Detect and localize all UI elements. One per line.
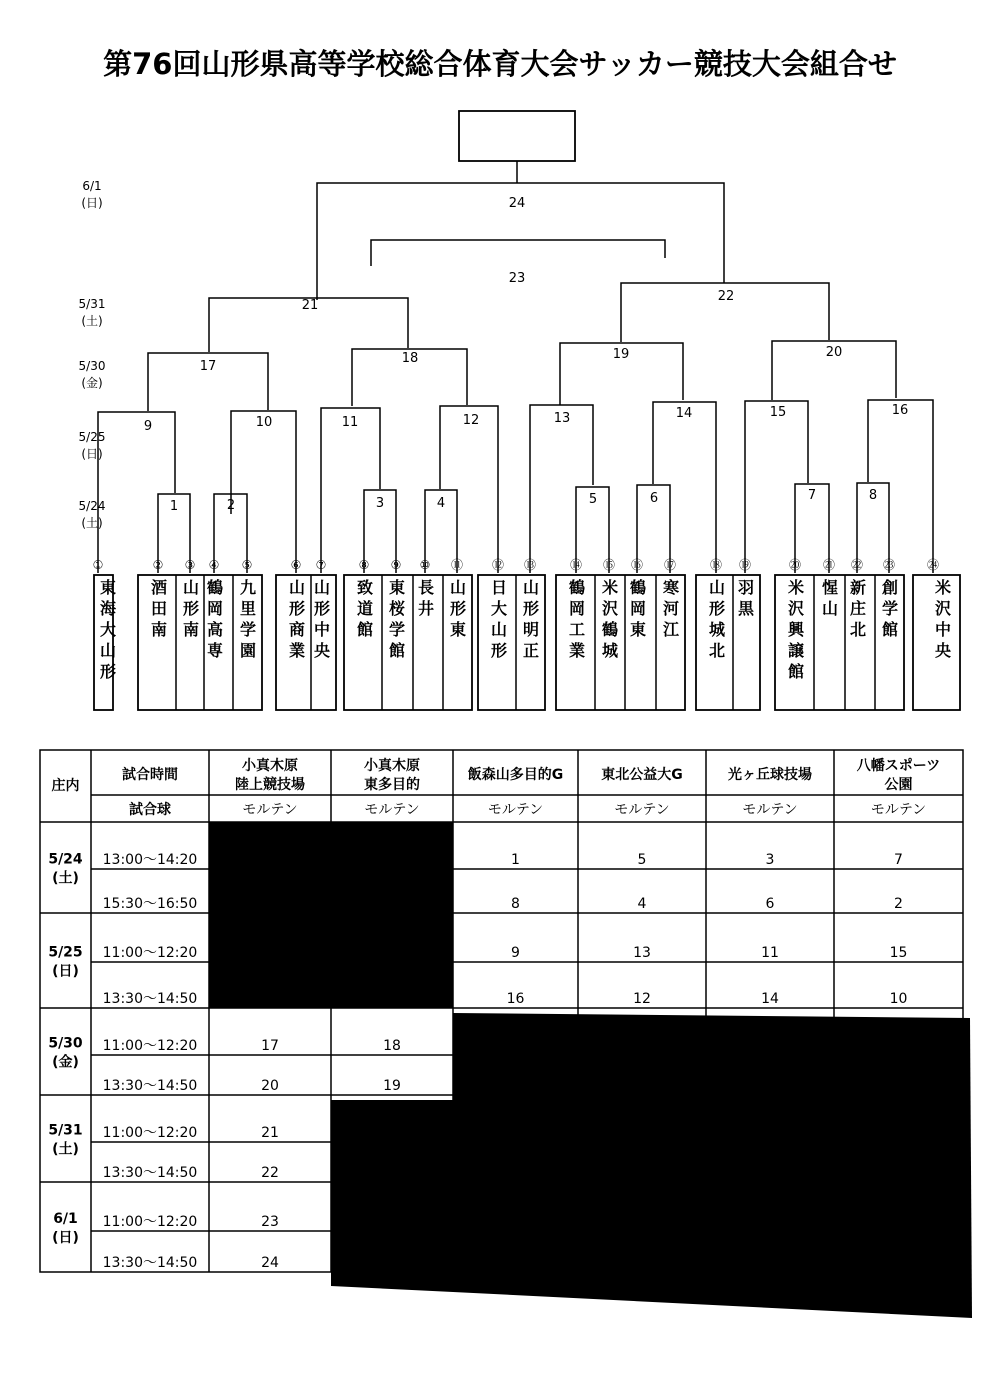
match-number: 5 (637, 852, 647, 868)
team-seed-number: ⑨ (390, 558, 402, 572)
match-number: 11 (761, 945, 779, 961)
team-name-char: 中 (934, 620, 952, 639)
team-name-char: 九 (239, 578, 257, 597)
round-day: (土) (81, 516, 103, 530)
team-name-char: 惺 (821, 578, 839, 597)
schedule-day: (日) (52, 963, 79, 980)
team-name-char: 米 (934, 578, 952, 597)
match-1-label: 1 (169, 499, 179, 514)
match-number: 3 (765, 852, 775, 868)
match-number: 18 (383, 1038, 401, 1054)
match-number: 14 (761, 991, 779, 1007)
match-11-label: 11 (341, 415, 359, 430)
team-seed-number: ㉑ (822, 558, 836, 572)
team-name-char: 岡 (629, 599, 647, 618)
venue-name: 小真木原 (364, 758, 420, 774)
match-3-label: 3 (375, 496, 385, 511)
venue-ball: モルテン (742, 802, 798, 818)
match-23-label: 23 (508, 271, 526, 286)
team-name-char: 南 (182, 620, 200, 639)
team-seed-number: ⑥ (290, 558, 302, 572)
team-name-char: 形 (490, 641, 508, 660)
match-number: 2 (894, 896, 903, 912)
team-name-char: 寒 (662, 578, 680, 597)
round-date: 6/1 (82, 179, 102, 193)
match-number: 9 (511, 945, 520, 961)
team-seed-number: ① (92, 558, 104, 572)
match-number: 10 (889, 991, 908, 1007)
match-9-label: 9 (143, 419, 153, 434)
team-name-char: 東 (99, 578, 117, 597)
team-seed-number: ⑬ (523, 558, 537, 572)
team-name-char: 園 (239, 641, 257, 660)
team-name-char: 江 (662, 620, 680, 639)
match-time: 11:00～12:20 (102, 1125, 198, 1141)
round-day: (金) (81, 376, 103, 390)
match-12-label: 12 (462, 413, 480, 428)
team-name-char: 形 (522, 599, 540, 618)
team-name-char: 黒 (737, 599, 755, 618)
match-number: 21 (261, 1125, 279, 1141)
match-20-label: 20 (825, 345, 843, 360)
match-time: 13:00～14:20 (102, 852, 198, 868)
team-name-char: 岡 (568, 599, 586, 618)
match-19-label: 19 (612, 347, 630, 362)
round-date: 5/24 (78, 499, 106, 513)
match-17-label: 17 (199, 359, 217, 374)
team-name-char: 鶴 (206, 578, 224, 597)
team-seed-number: ⑩ (419, 558, 431, 572)
match-time: 15:30～16:50 (102, 896, 198, 912)
team-name-char: 大 (99, 620, 117, 639)
match-7-label: 7 (807, 488, 817, 503)
team-name-char: 形 (182, 599, 200, 618)
match-22-label: 22 (717, 289, 735, 304)
match-8-label: 8 (868, 488, 878, 503)
corner-label: 庄内 (51, 778, 80, 794)
team-name-char: 館 (881, 620, 899, 639)
team-name-char: 形 (313, 599, 331, 618)
team-name-char: 城 (708, 620, 726, 639)
team-seed-number: ⑲ (738, 558, 752, 572)
page-title: 第76回山形県高等学校総合体育大会サッカー競技大会組合せ (103, 47, 897, 81)
match-6-label: 6 (649, 491, 659, 506)
team-seed-number: ④ (208, 558, 220, 572)
team-name-char: 致 (356, 578, 374, 597)
match-10-label: 10 (255, 415, 273, 430)
round-day: (土) (81, 314, 103, 328)
venue-name: 東北公益大G (601, 767, 683, 783)
team-name-char: 北 (849, 620, 867, 639)
team-name-char: 鶴 (629, 578, 647, 597)
match-21-label: 21 (301, 298, 319, 313)
venue-name: 小真木原 (242, 758, 298, 774)
venue-name: 光ヶ丘球技場 (728, 767, 812, 783)
team-seed-number: ③ (184, 558, 196, 572)
venue-ball: モルテン (242, 802, 298, 818)
team-seed-number: ㉓ (882, 558, 896, 572)
team-name-char: 城 (601, 641, 619, 660)
match-16-label: 16 (891, 403, 909, 418)
match-13-label: 13 (553, 411, 571, 426)
team-name-char: 山 (182, 578, 200, 597)
team-name-char: 鶴 (568, 578, 586, 597)
match-number: 20 (261, 1078, 279, 1094)
match-18-label: 18 (401, 351, 419, 366)
round-date: 5/25 (78, 430, 106, 444)
team-seed-number: ⑤ (241, 558, 253, 572)
team-name-char: 鶴 (601, 620, 619, 639)
team-name-char: 庄 (849, 599, 867, 618)
team-name-char: 高 (206, 620, 224, 639)
team-name-char: 館 (787, 662, 805, 681)
round-date: 5/31 (78, 297, 106, 311)
match-number: 22 (261, 1165, 279, 1181)
schedule-day: (金) (52, 1054, 79, 1071)
match-number: 12 (633, 991, 651, 1007)
match-time: 13:30～14:50 (102, 1078, 198, 1094)
team-name-char: 桜 (388, 599, 406, 618)
team-name-char: 東 (388, 578, 406, 597)
match-4-label: 4 (436, 496, 446, 511)
match-time: 11:00～12:20 (102, 1038, 198, 1054)
schedule-date: 5/31 (48, 1122, 83, 1139)
schedule-date: 5/25 (48, 944, 83, 961)
team-seed-number: ⑧ (358, 558, 370, 572)
match-time: 13:30～14:50 (102, 1165, 198, 1181)
schedule-day: (土) (52, 870, 79, 887)
team-name-char: 山 (821, 599, 839, 618)
match-number: 23 (261, 1214, 279, 1230)
schedule-day: (土) (52, 1141, 79, 1158)
team-name-char: 沢 (787, 599, 805, 618)
match-time: 11:00～12:20 (102, 1214, 198, 1230)
team-name-char: 明 (522, 620, 540, 639)
team-name-char: 形 (708, 599, 726, 618)
team-name-char: 米 (601, 578, 619, 597)
team-name-char: 酒 (150, 578, 168, 597)
round-day: (日) (81, 447, 103, 461)
team-seed-number: ⑯ (630, 558, 644, 572)
team-name-char: 山 (449, 578, 467, 597)
team-seed-number: ㉒ (850, 558, 864, 572)
venue-name: 八幡スポーツ (856, 758, 941, 774)
match-2-label: 2 (226, 498, 236, 513)
match-number: 1 (511, 852, 520, 868)
match-time: 13:30～14:50 (102, 991, 198, 1007)
team-name-char: 山 (522, 578, 540, 597)
team-name-char: 専 (206, 641, 224, 660)
team-name-char: 大 (490, 599, 508, 618)
schedule-date: 6/1 (53, 1211, 78, 1227)
team-name-char: 沢 (601, 599, 619, 618)
venue-ball: モルテン (487, 802, 544, 818)
match-15-label: 15 (769, 405, 787, 420)
team-seed-number: ⑦ (315, 558, 327, 572)
team-name-char: 学 (881, 599, 899, 618)
match-number: 17 (261, 1038, 279, 1054)
team-name-char: 道 (356, 599, 374, 618)
team-seed-number: ⑪ (450, 558, 464, 572)
venue-name: 公園 (884, 777, 913, 793)
team-name-char: 創 (881, 578, 899, 597)
venue-ball: モルテン (614, 802, 670, 818)
team-seed-number: ㉔ (926, 558, 940, 572)
team-name-char: 河 (662, 599, 680, 618)
schedule-date: 5/24 (48, 851, 83, 868)
team-name-char: 田 (150, 599, 168, 618)
team-seed-number: ⑰ (663, 558, 677, 572)
team-name-char: 山 (708, 578, 726, 597)
team-name-char: 正 (522, 641, 540, 660)
time-header: 試合時間 (122, 767, 178, 783)
team-name-char: 山 (288, 578, 306, 597)
team-name-char: 米 (787, 578, 805, 597)
team-seed-number: ⑫ (491, 558, 505, 572)
team-name-char: 北 (708, 641, 726, 660)
team-seed-number: ⑱ (709, 558, 723, 572)
team-name-char: 学 (388, 620, 406, 639)
match-24-label: 24 (508, 196, 526, 211)
team-name-char: 業 (568, 641, 586, 660)
team-name-char: 山 (99, 641, 117, 660)
round-date: 5/30 (78, 359, 106, 373)
team-name-char: 山 (490, 620, 508, 639)
venue-name: 東多目的 (364, 777, 420, 793)
match-number: 4 (637, 896, 647, 912)
venue-ball: モルテン (364, 802, 420, 818)
team-name-char: 央 (934, 641, 952, 660)
team-name-char: 東 (449, 620, 467, 639)
team-name-char: 海 (99, 599, 117, 618)
match-time: 11:00～12:20 (102, 945, 198, 961)
team-name-char: 学 (239, 620, 257, 639)
team-name-char: 岡 (206, 599, 224, 618)
schedule-day: (日) (52, 1230, 79, 1246)
team-name-char: 工 (568, 620, 586, 639)
team-name-char: 南 (150, 620, 168, 639)
match-number: 8 (511, 896, 520, 912)
match-time: 13:30～14:50 (102, 1255, 198, 1271)
match-number: 15 (889, 945, 908, 961)
team-name-char: 中 (313, 620, 331, 639)
team-name-char: 里 (239, 599, 257, 618)
match-number: 6 (765, 896, 775, 912)
match-14-label: 14 (675, 406, 693, 421)
team-name-char: 山 (313, 578, 331, 597)
team-name-char: 商 (288, 620, 306, 639)
match-number: 24 (261, 1255, 279, 1271)
team-name-char: 井 (417, 599, 435, 618)
team-name-char: 譲 (787, 641, 805, 660)
team-seed-number: ⑳ (788, 558, 802, 572)
team-name-char: 央 (313, 641, 331, 660)
team-seed-number: ② (152, 558, 164, 572)
match-number: 16 (506, 991, 525, 1007)
schedule-date: 5/30 (48, 1035, 83, 1052)
round-day: (日) (81, 196, 103, 210)
team-name-char: 沢 (934, 599, 952, 618)
team-name-char: 東 (629, 620, 647, 639)
team-name-char: 形 (288, 599, 306, 618)
team-name-char: 形 (99, 662, 117, 681)
team-name-char: 業 (288, 641, 306, 660)
match-number: 7 (894, 852, 903, 868)
ball-header: 試合球 (129, 802, 171, 818)
venue-name: 陸上競技場 (235, 777, 305, 793)
match-number: 13 (633, 945, 651, 961)
team-seed-number: ⑭ (569, 558, 583, 572)
team-name-char: 日 (490, 578, 508, 597)
match-number: 19 (383, 1078, 401, 1094)
team-name-char: 形 (449, 599, 467, 618)
team-seed-number: ⑮ (602, 558, 616, 572)
team-name-char: 館 (388, 641, 406, 660)
team-name-char: 羽 (737, 578, 755, 597)
team-name-char: 長 (417, 578, 435, 597)
team-name-char: 興 (787, 620, 805, 639)
venue-ball: モルテン (870, 802, 927, 818)
unused-slot-block (331, 1100, 453, 1292)
team-name-char: 新 (849, 578, 867, 597)
match-5-label: 5 (588, 492, 598, 507)
venue-name: 飯森山多目的G (467, 767, 564, 783)
team-name-char: 館 (356, 620, 374, 639)
